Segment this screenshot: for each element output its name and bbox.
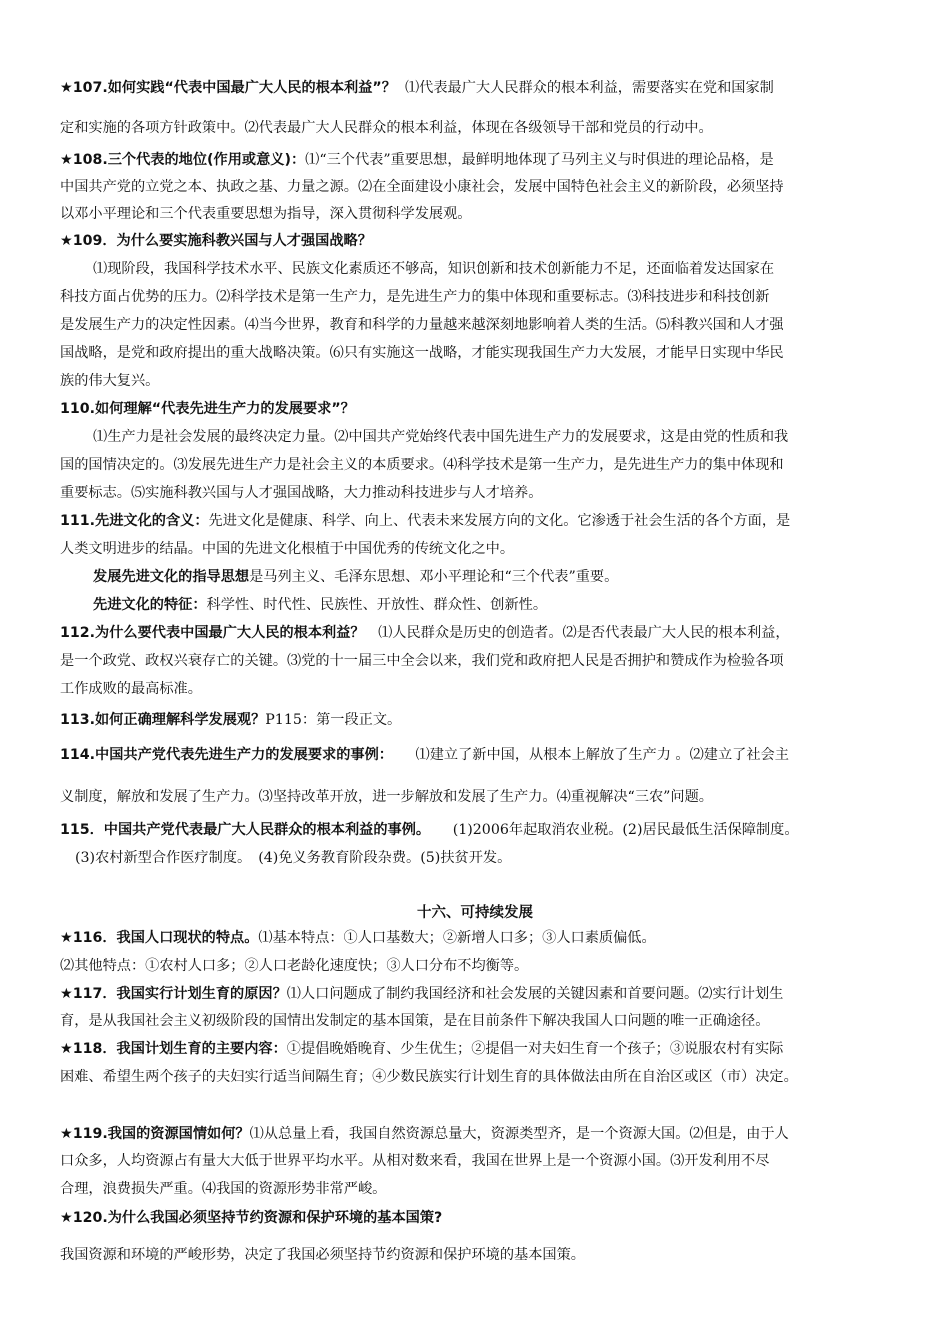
q117-title: ★117．我国实行计划生育的原因？ (60, 986, 287, 1002)
q117-line-2: 育，是从我国社会主义初级阶段的国情出发制定的基本国策，是在目前条件下解决我国人口问题的唯一正确途径。 (60, 1013, 770, 1029)
q116-line-1: ★116．我国人口现状的特点。⑴基本特点：①人口基数大；②新增人口多；③人口素质偏低。 (60, 930, 656, 946)
q119-line-2: 口众多，人均资源占有量大大低于世界平均水平。从相对数来看，我国在世界上是一个资源小国。⑶开发利用不尽 (60, 1153, 770, 1169)
q110-line-1: ⑴生产力是社会发展的最终决定力量。⑵中国共产党始终代表中国先进生产力的发展要求，这是由党的性质和我 (93, 429, 789, 445)
q115-line-2: (3)农村新型合作医疗制度。 (4)免义务教育阶段杂费。(5)扶贫开发。 (75, 850, 512, 866)
q111-title: 111.先进文化的含义： (60, 513, 209, 529)
q115-title: 115．中国共产党代表最广大人民群众的根本利益的事例。 (60, 822, 431, 838)
q109-line-1: ⑴现阶段，我国科学技术水平、民族文化素质还不够高，知识创新和技术创新能力不足，还面临着发达国家在 (93, 261, 775, 277)
q116-line-2: ⑵其他特点：①农村人口多；②人口老龄化速度快；③人口分布不均衡等。 (60, 958, 529, 974)
q110-line-3: 重要标志。⑸实施科教兴国与人才强国战略，大力推动科技进步与人才培养。 (60, 485, 543, 501)
q116-title: ★116．我国人口现状的特点。 (60, 930, 259, 946)
q108-line-3: 以邓小平理论和三个代表重要思想为指导，深入贯彻科学发展观。 (60, 206, 472, 222)
q108-line-1: ★108.三个代表的地位(作用或意义)：⑴“三个代表”重要思想，最鲜明地体现了马列主义与时俱进的理论品格，是 (60, 152, 774, 168)
q115-line-1: 115．中国共产党代表最广大人民群众的根本利益的事例。 (1)2006年起取消农业税。(2)居民最低生活保障制度。 (60, 822, 799, 838)
section-title: 十六、可持续发展 (417, 905, 533, 921)
q109-title: ★109．为什么要实施科教兴国与人才强国战略？ (60, 233, 372, 249)
q110-title: 110.如何理解“代表先进生产力的发展要求”？ (60, 401, 355, 417)
q118-title: ★118．我国计划生育的主要内容： (60, 1041, 287, 1057)
q119-title: ★119.我国的资源国情如何？ (60, 1126, 250, 1142)
q109-line-3: 是发展生产力的决定性因素。⑷当今世界，教育和科学的力量越来越深刻地影响着人类的生活。⑸科教兴国和人才强 (60, 317, 784, 333)
q119-line-1: ★119.我国的资源国情如何？⑴从总量上看，我国自然资源总量大，资源类型齐，是一个资源大国。⑵但是，由于人 (60, 1126, 789, 1142)
q108-line-2: 中国共产党的立党之本、执政之基、力量之源。⑵在全面建设小康社会，发展中国特色社会主义的新阶段，必须坚持 (60, 179, 784, 195)
q107-line-2: 定和实施的各项方针政策中。⑵代表最广大人民群众的根本利益，体现在各级领导干部和党员的行动中。 (60, 120, 713, 136)
q107-title: ★107.如何实践“代表中国最广大人民的根本利益”？ (60, 80, 396, 96)
q120-title: ★120.为什么我国必须坚持节约资源和保护环境的基本国策? (60, 1210, 443, 1226)
q109-line-5: 族的伟大复兴。 (60, 373, 160, 389)
q112-line-3: 工作成败的最高标准。 (60, 681, 202, 697)
q119-line-3: 合理，浪费损失严重。⑷我国的资源形势非常严峻。 (60, 1181, 387, 1197)
q118-line-1: ★118．我国计划生育的主要内容：①提倡晚婚晚育、少生优生；②提倡一对夫妇生育一个孩子；③说服农村有实际 (60, 1041, 784, 1057)
q112-line-2: 是一个政党、政权兴衰存亡的关键。⑶党的十一届三中全会以来，我们党和政府把人民是否拥护和赞成作为检验各项 (60, 653, 784, 669)
q109-line-4: 国战略，是党和政府提出的重大战略决策。⑹只有实施这一战略，才能实现我国生产力大发展，才能早日实现中华民 (60, 345, 784, 361)
q113-title: 113.如何正确理解科学发展观？ (60, 712, 266, 728)
q120-line-1: 我国资源和环境的严峻形势，决定了我国必须坚持节约资源和保护环境的基本国策。 (60, 1247, 585, 1263)
q111-line-3: 发展先进文化的指导思想是马列主义、毛泽东思想、邓小平理论和“三个代表”重要。 (93, 569, 619, 585)
q112-line-1: 112.为什么要代表中国最广大人民的根本利益？ ⑴人民群众是历史的创造者。⑵是否代表最广大人民的根本利益， (60, 625, 790, 641)
q111-line-1: 111.先进文化的含义：先进文化是健康、科学、向上、代表未来发展方向的文化。它渗透于社会生活的各个方面，是 (60, 513, 791, 529)
q108-title: ★108.三个代表的地位(作用或意义)： (60, 152, 306, 168)
q111-line-2: 人类文明进步的结晶。中国的先进文化根植于中国优秀的传统文化之中。 (60, 541, 515, 557)
q107-line-1: ★107.如何实践“代表中国最广大人民的根本利益”？ ⑴代表最广大人民群众的根本利益，需要落实在党和国家制 (60, 80, 774, 96)
q117-line-1: ★117．我国实行计划生育的原因？⑴人口问题成了制约我国经济和社会发展的关键因素和首要问题。⑵实行计划生 (60, 986, 784, 1002)
q110-line-2: 国的国情决定的。⑶发展先进生产力是社会主义的本质要求。⑷科学技术是第一生产力，是先进生产力的集中体现和 (60, 457, 784, 473)
q111-line-4: 先进文化的特征：科学性、时代性、民族性、开放性、群众性、创新性。 (93, 597, 548, 613)
q109-line-2: 科技方面占优势的压力。⑵科学技术是第一生产力，是先进生产力的集中体现和重要标志。⑶科技进步和科技创新 (60, 289, 770, 305)
q114-line-1: 114.中国共产党代表先进生产力的发展要求的事例： ⑴建立了新中国，从根本上解放了生产力 。⑵建立了社会主 (60, 747, 789, 763)
q114-title: 114.中国共产党代表先进生产力的发展要求的事例： (60, 747, 393, 763)
q112-title: 112.为什么要代表中国最广大人民的根本利益？ (60, 625, 365, 641)
q118-line-2: 困难、希望生两个孩子的夫妇实行适当间隔生育；④少数民族实行计划生育的具体做法由所在自治区或区（市）决定。 (60, 1069, 798, 1085)
q113-line-1: 113.如何正确理解科学发展观？P115：第一段正文。 (60, 712, 402, 728)
q114-line-2: 义制度，解放和发展了生产力。⑶坚持改革开放，进一步解放和发展了生产力。⑷重视解决“三农”问题。 (60, 789, 713, 805)
